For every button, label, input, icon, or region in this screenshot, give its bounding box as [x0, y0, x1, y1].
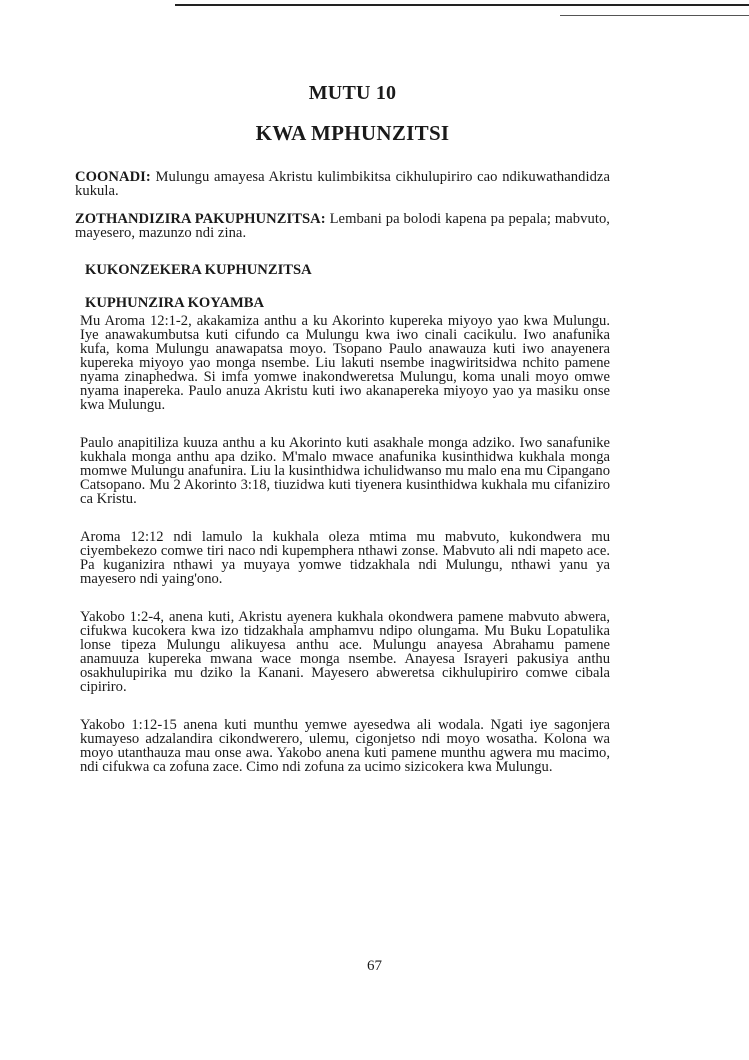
- zothandizira-label: ZOTHANDIZIRA PAKUPHUNZITSA:: [75, 211, 326, 227]
- top-rule-secondary: [560, 15, 749, 16]
- section-heading: KUKONZEKERA KUPHUNZITSA: [85, 262, 312, 278]
- zothandizira-text: Lembani pa bolodi kapena pa pepala; mabvuto, mayesero, mazunzo ndi zina.: [75, 211, 610, 241]
- coonadi-label: COONADI:: [75, 169, 151, 185]
- body-paragraph-5: Yakobo 1:12-15 anena kuti munthu yemwe ayesedwa ali wodala. Ngati iye sagonjera kumayeso adzalandira cikondwerero, ulemu, cigonjetso ndi moyo wosatha. Kolona wa moyo utanthauza mau onse awa. Yakobo anena kuti pamene munthu agwera mu macimo, ndi cifukwa ca zofuna zace. Cimo ndi zofuna za ucimo sizicokera kwa Mulungu.: [80, 717, 610, 775]
- page-title: KWA MPHUNZITSI: [255, 121, 450, 145]
- section-subheading: KUPHUNZIRA KOYAMBA: [85, 295, 265, 311]
- body-paragraph-4: Yakobo 1:2-4, anena kuti, Akristu ayenera kukhala okondwera pamene mabvuto abwera, cifukwa kucokera kwa izo tidzakhala amphamvu ndipo olungama. Mu Buku Lopatulika lonse tipeza Mulungu alikuyesa anthu ace. Mulungu anayesa Abrahamu pamene anamuuza kupereka mwana wace monga nsembe. Anayesa Israyeri pakusiya anthu osakhulupirika mu dziko la Kanani. Mayesero abweretsa cikhulupiriro comwe cibala cipiriro.: [80, 609, 610, 695]
- coonadi-paragraph: [75, 170, 610, 198]
- top-rule: [175, 4, 749, 6]
- body-paragraph-1: Mu Aroma 12:1-2, akakamiza anthu a ku Akorinto kuperekа miyoyo yao kwa Mulungu. Iye anawakumbutsa kuti cifundo ca Mulungu kwa iwo cinali cacikulu. Iwo anafunika kufa, koma Mulungu anawapatsa moyo. Tsopano Paulo anawauza kuti iwo anayenera kupereka miyoyo yao monga nsembe. Liu lakuti nsembe inagwiritsidwa nchito pamene nyama zinaphedwa. Si imfa yomwe inakondweretsa Mulungu, koma unali moyo omwe nyama inapereka. Paulo anuza Akristu kuti iwo akanapereka miyoyo yao ya masiku onse kwa Mulungu.: [80, 313, 610, 413]
- zothandizira-paragraph: [75, 212, 610, 240]
- body-paragraph-3: Aroma 12:12 ndi lamulo la kukhala oleza mtima mu mabvuto, kukondwera mu ciyembekezo comwe tiri naco ndi kupemphera nthawi zonse. Mabvuto ali ndi mapeto ace. Pa kuganizira nthawi ya muyaya yomwe tidzakhala ndi Mulungu, nthawi yanu ya mayesero ndi yaing'ono.: [80, 529, 610, 587]
- body-paragraph-2: Paulo anapitiliza kuuza anthu a ku Akorinto kuti asakhale monga adziko. Iwo sanafunike kukhala monga anthu apa dziko. M'malo mwace anafunika kusinthidwa kukhala monga momwe Mulungu anafunira. Liu la kusinthidwa ichulidwanso mu malo ena mu Cipangano Catsopano. Mu 2 Akorinto 3:18, tiuzidwa kuti tiyenera kusinthidwa kukhala mu cifaniziro ca Kristu.: [80, 435, 610, 507]
- page-content: [75, 82, 610, 798]
- coonadi-text: Mulungu amayesa Akristu kulimbikitsa cikhulupiriro cao ndikuwathandidza kukula.: [75, 169, 610, 199]
- chapter-title: MUTU 10: [308, 82, 397, 104]
- page-number: 67: [367, 958, 382, 974]
